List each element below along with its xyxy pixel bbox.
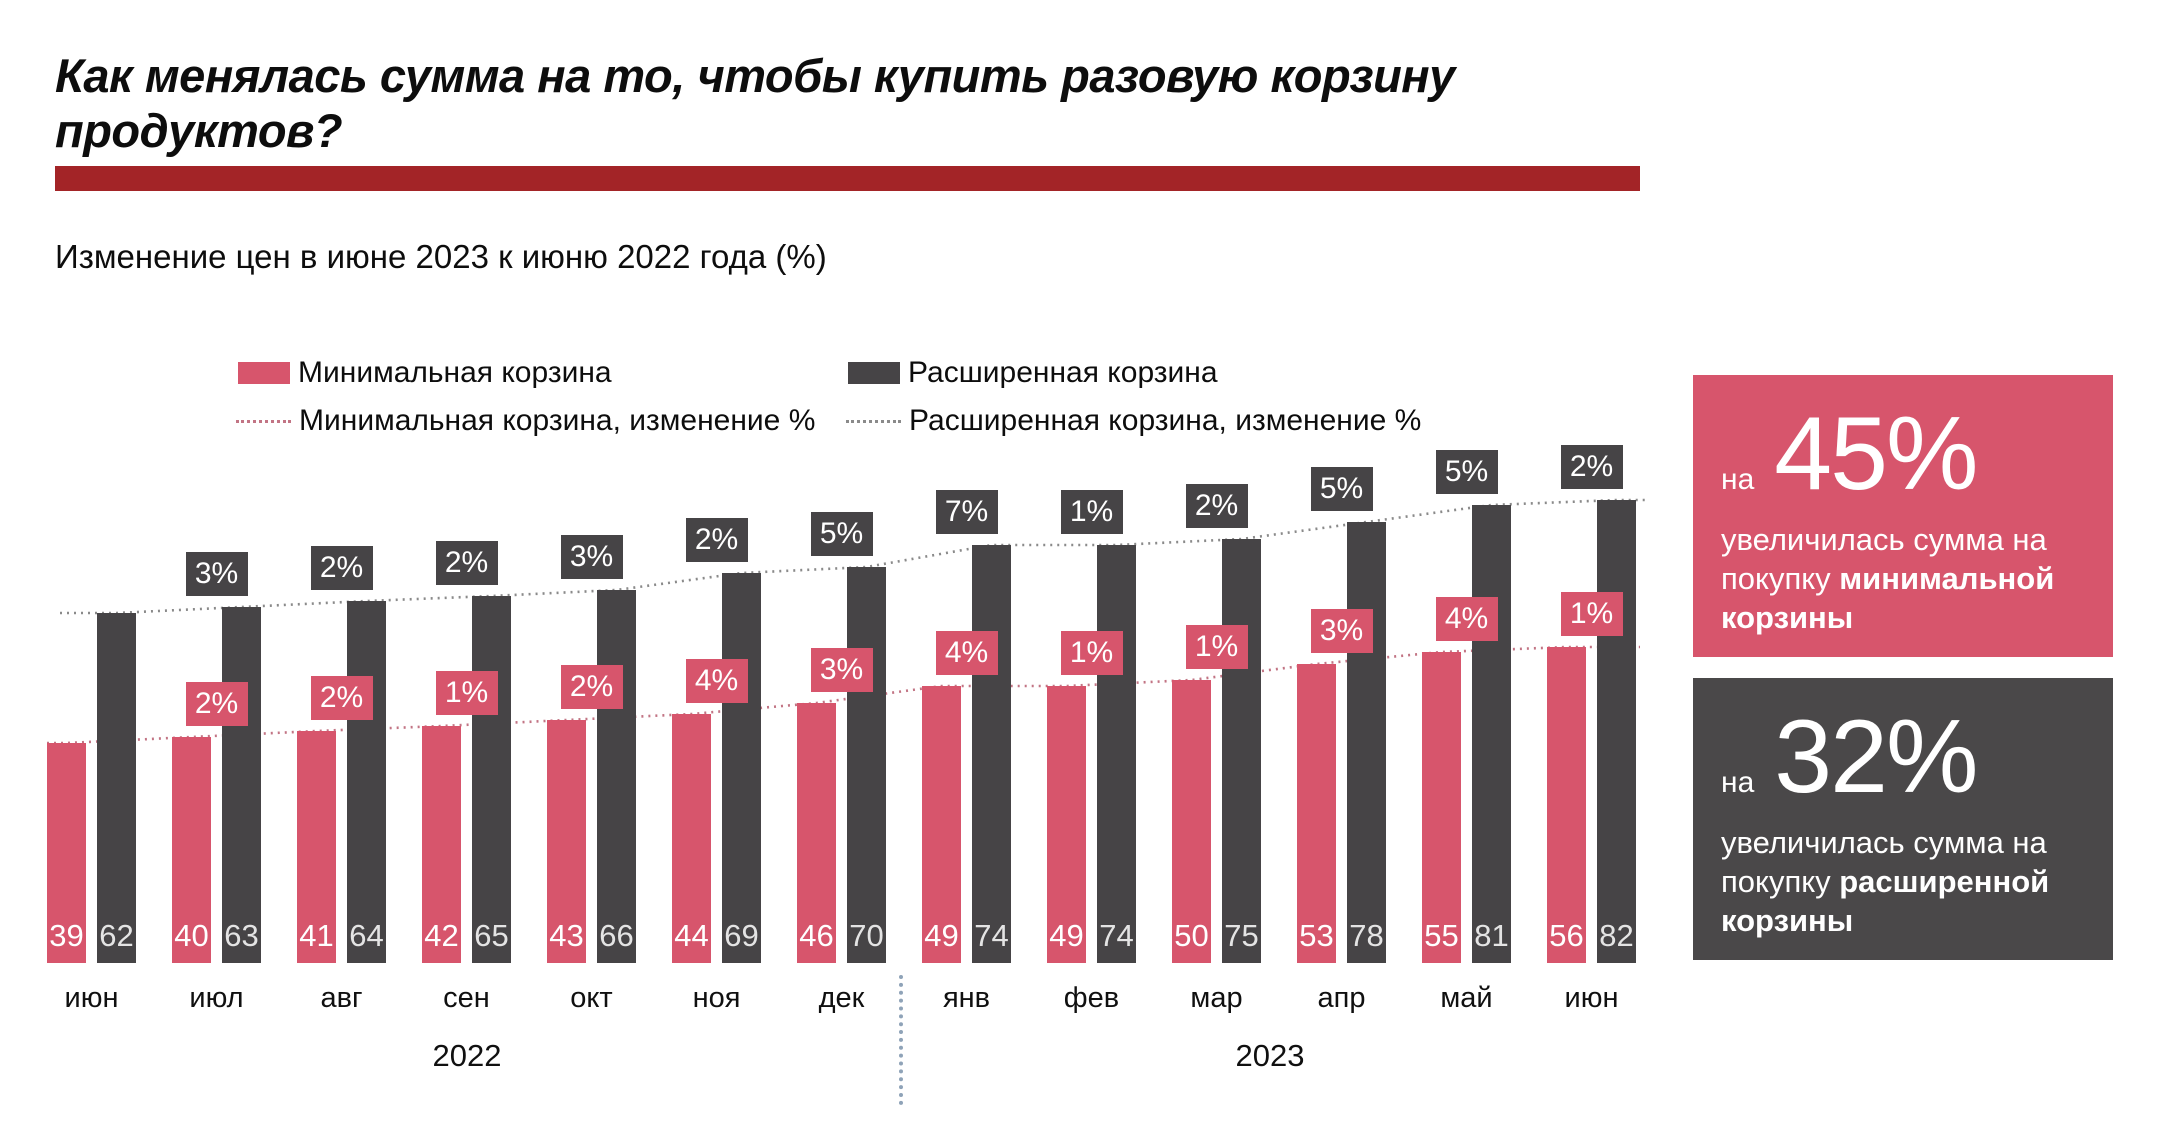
min-bar [1422,652,1461,963]
month-label: авг [320,982,363,1014]
month-label: апр [1317,982,1366,1014]
min-pct-badge: 3% [811,648,873,692]
ext-bar [222,607,261,963]
callout-prefix: на [1721,463,1755,496]
min-pct-badge: 4% [936,631,998,675]
ext-bar-value: 78 [1349,918,1384,953]
ext-bar-value: 74 [974,918,1009,953]
ext-bar-value: 70 [849,918,884,953]
ext-bar [97,613,136,963]
ext-bar-value: 66 [599,918,634,953]
ext-bar-value: 75 [1224,918,1259,953]
ext-pct-badge: 5% [1311,467,1373,511]
ext-bar [722,573,761,963]
min-pct-badge: 1% [1061,631,1123,675]
callout-min-basket [1693,375,2113,657]
ext-bar [1222,539,1261,963]
min-pct-badge: 2% [186,682,248,726]
min-bar-value: 42 [424,918,459,953]
year-label-2022: 2022 [432,1038,502,1073]
ext-bar [1597,500,1636,963]
min-bar-value: 49 [924,918,959,953]
chart-subtitle: Изменение цен в июне 2023 к июню 2022 года (%) [55,238,827,275]
min-bar-value: 43 [549,918,584,953]
min-bar-value: 56 [1549,918,1584,953]
ext-pct-badge: 3% [186,552,248,596]
year-label-2023: 2023 [1235,1038,1305,1073]
year-separator-line [899,975,903,1105]
min-pct-badge: 2% [561,665,623,709]
month-label: дек [818,982,865,1014]
page-title: Как менялась сумма на то, чтобы купить разовую корзину продуктов? [55,49,1455,157]
ext-pct-badge: 7% [936,490,998,534]
callout-big-number: 32% [1774,699,1977,815]
ext-pct-badge: 2% [311,546,373,590]
min-pct-badge: 3% [1311,609,1373,653]
month-label: май [1440,982,1493,1014]
ext-pct-badge: 2% [686,518,748,562]
ext-bar [1472,505,1511,963]
min-pct-badge: 1% [1186,625,1248,669]
callout-prefix: на [1721,766,1755,799]
ext-pct-badge: 2% [1561,445,1623,489]
ext-bar-value: 63 [224,918,259,953]
ext-bar [972,545,1011,963]
ext-bar-value: 82 [1599,918,1634,953]
ext-bar [472,596,511,963]
callout-big-number: 45% [1774,396,1977,512]
ext-bar [1347,522,1386,963]
ext-pct-badge: 5% [1436,450,1498,494]
legend-label: Расширенная корзина, изменение % [909,404,1422,437]
legend-label: Расширенная корзина [908,356,1218,389]
min-pct-badge: 4% [686,659,748,703]
min-bar-value: 44 [674,918,709,953]
ext-pct-badge: 1% [1061,490,1123,534]
min-pct-badge: 1% [436,671,498,715]
ext-pct-badge: 5% [811,512,873,556]
min-bar-value: 46 [799,918,834,953]
month-label: ноя [692,982,741,1014]
month-label: июн [1564,982,1619,1014]
callout-body: увеличилась сумма на покупку расширенной корзины [1721,825,2050,938]
min-pct-badge: 4% [1436,597,1498,641]
month-label: июл [189,982,244,1014]
min-bar-value: 49 [1049,918,1084,953]
ext-pct-badge: 2% [1186,484,1248,528]
min-bar-value: 55 [1424,918,1459,953]
ext-bar-value: 74 [1099,918,1134,953]
month-label: мар [1190,982,1243,1014]
ext-pct-badge: 3% [561,535,623,579]
ext-pct-badge: 2% [436,541,498,585]
ext-bar-value: 65 [474,918,509,953]
min-bar-value: 40 [174,918,209,953]
month-label: фев [1063,982,1120,1014]
ext-bar [847,567,886,963]
min-pct-badge: 2% [311,676,373,720]
min-bar-value: 41 [299,918,334,953]
min-bar-value: 50 [1174,918,1209,953]
ext-bar [1097,545,1136,963]
callout-ext-basket [1693,678,2113,960]
ext-bar-value: 69 [724,918,759,953]
ext-bar-value: 62 [99,918,134,953]
min-bar-value: 39 [49,918,84,953]
legend-label: Минимальная корзина, изменение % [299,404,816,437]
ext-bar [347,601,386,963]
min-bar-value: 53 [1299,918,1334,953]
min-pct-badge: 1% [1561,592,1623,636]
ext-bar-value: 64 [349,918,384,953]
callout-body: увеличилась сумма на покупку минимальной корзины [1721,522,2055,635]
month-label: янв [942,982,991,1014]
month-label: сен [443,982,490,1014]
ext-bar-value: 81 [1474,918,1509,953]
month-label: июн [64,982,119,1014]
month-label: окт [570,982,613,1014]
min-bar [1547,647,1586,963]
ext-bar [597,590,636,963]
legend-label: Минимальная корзина [298,356,612,389]
